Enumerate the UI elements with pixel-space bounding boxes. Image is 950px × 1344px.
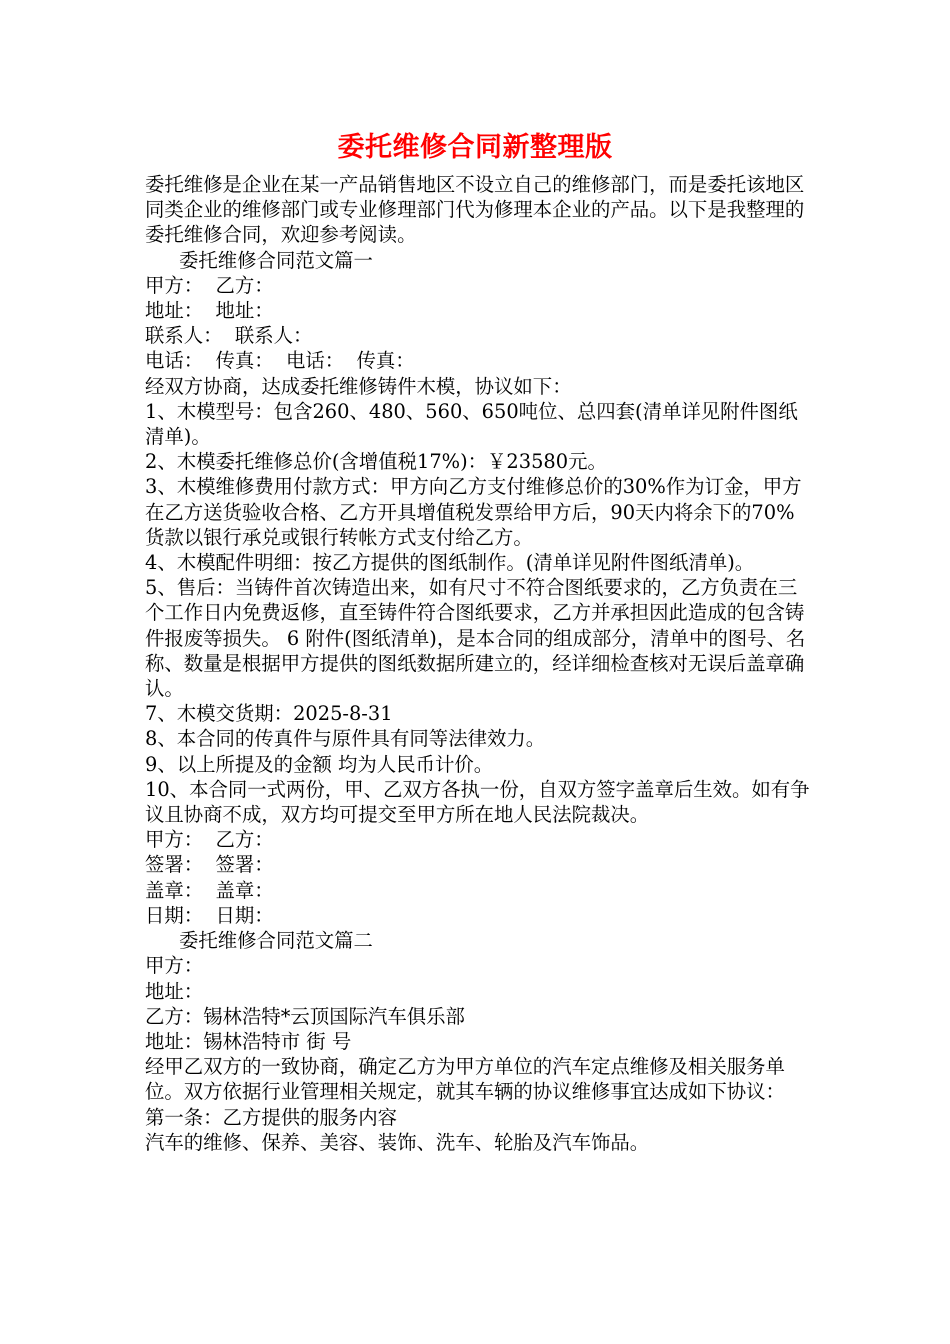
clause-7: 7、木模交货期：2025-8-31 [145, 702, 393, 726]
paragraph-intro: 委托维修是企业在某一产品销售地区不设立自己的维修部门，而是委托该地区同类企业的维修部门或专业修理部门代为修理本企业的产品。以下是我整理的委托维修合同，欢迎参考阅读。 [145, 173, 805, 247]
section-heading-1: 委托维修合同范文篇一 [179, 248, 373, 272]
signature-date-line: 日期： 日期： [145, 903, 274, 927]
address-line: 地址： 地址： [145, 299, 274, 323]
clause-3: 3、木模维修费用付款方式：甲方向乙方支付维修总价的30%作为订金，甲方在乙方送货验收合格、乙方开具增值税发票给甲方后，90天内将余下的70% 货款以银行承兑或银行转帐方式支付给乙方。 [145, 475, 802, 549]
clause-10: 10、本合同一式两份，甲、乙双方各执一份，自双方签字盖章后生效。如有争议且协商不成，双方均可提交至甲方所在地人民法院裁决。 [145, 777, 810, 827]
document-title: 委托维修合同新整理版 [337, 132, 613, 163]
party-b-line-2: 乙方：锡林浩特*云顶国际汽车俱乐部 [145, 1004, 465, 1028]
signature-seal-line: 盖章： 盖章： [145, 878, 274, 902]
clause-8: 8、本合同的传真件与原件具有同等法律效力。 [145, 727, 546, 751]
contact-line: 联系人： 联系人： [145, 324, 313, 348]
article-1-content: 汽车的维修、保养、美容、装饰、洗车、轮胎及汽车饰品。 [145, 1130, 650, 1154]
clause-4: 4、木模配件明细：按乙方提供的图纸制作。(清单详见附件图纸清单)。 [145, 551, 755, 575]
clause-5: 5、售后：当铸件首次铸造出来，如有尺寸不符合图纸要求的，乙方负责在三个工作日内免费返修，直至铸件符合图纸要求，乙方并承担因此造成的包含铸件报废等损失。 6 附件(图纸清单)，是本合同的组成部分，清单中的图号、名称、数量是根据甲方提供的图纸数据所建立的，经详细检查核对无误后盖章确认。 [145, 576, 806, 701]
phone-fax-line: 电话： 传真： 电话： 传真： [145, 349, 415, 373]
clause-9: 9、以上所提及的金额 均为人民币计价。 [145, 752, 494, 776]
signature-sign-line: 签署： 签署： [145, 853, 274, 877]
address-line-2: 地址： [145, 979, 204, 1003]
address-b-line-2: 地址：锡林浩特市 街 号 [145, 1029, 352, 1053]
clause-1: 1、木模型号：包含260、480、560、650吨位、总四套(清单详见附件图纸清单)。 [145, 399, 798, 449]
agreement-intro: 经双方协商，达成委托维修铸件木模，协议如下： [145, 374, 572, 398]
agreement-intro-2: 经甲乙双方的一致协商，确定乙方为甲方单位的汽车定点维修及相关服务单位。双方依据行业管理相关规定，就其车辆的协议维修事宜达成如下协议： [145, 1055, 785, 1104]
document-body [145, 172, 813, 1155]
article-1-heading: 第一条：乙方提供的服务内容 [145, 1105, 398, 1129]
clause-2: 2、木模委托维修总价(含增值税17%)：￥23580元。 [145, 450, 607, 474]
party-a-line-2: 甲方： [145, 954, 204, 978]
party-a-b-line: 甲方： 乙方： [145, 273, 274, 297]
section-heading-2: 委托维修合同范文篇二 [179, 929, 373, 953]
signature-party-line: 甲方： 乙方： [145, 828, 274, 852]
